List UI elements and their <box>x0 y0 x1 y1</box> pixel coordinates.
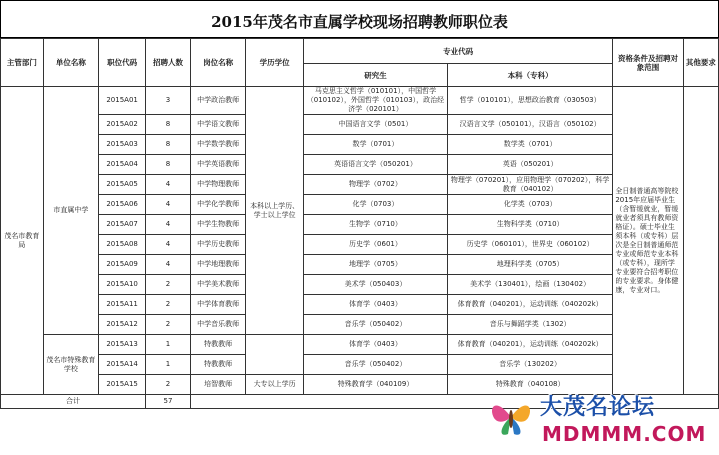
table-row <box>1 175 719 195</box>
ug-major-cell: 历史学（060101），世界史（060102） <box>447 235 612 255</box>
code-cell: 2015A15 <box>99 375 146 395</box>
count-cell: 8 <box>146 155 191 175</box>
ug-major-cell: 物理学（070201），应用物理学（070202），科学教育（040102） <box>447 175 612 195</box>
grad-major-cell: 生物学（0710） <box>303 215 447 235</box>
position-cell: 特教教师 <box>190 335 245 355</box>
code-cell: 2015A01 <box>99 87 146 115</box>
total-value: 57 <box>146 395 191 409</box>
count-cell: 3 <box>146 87 191 115</box>
table-row <box>1 275 719 295</box>
count-cell: 2 <box>146 275 191 295</box>
code-cell: 2015A12 <box>99 315 146 335</box>
grad-major-cell: 体育学（0403） <box>303 295 447 315</box>
table-row <box>1 295 719 315</box>
ug-major-cell: 哲学（010101），思想政治教育（030503） <box>447 87 612 115</box>
count-cell: 4 <box>146 195 191 215</box>
code-cell: 2015A13 <box>99 335 146 355</box>
position-cell: 特教教师 <box>190 355 245 375</box>
code-cell: 2015A04 <box>99 155 146 175</box>
table-row <box>1 235 719 255</box>
code-cell: 2015A06 <box>99 195 146 215</box>
code-cell: 2015A09 <box>99 255 146 275</box>
count-cell: 2 <box>146 295 191 315</box>
forum-watermark <box>478 386 718 455</box>
count-cell: 4 <box>146 215 191 235</box>
code-cell: 2015A10 <box>99 275 146 295</box>
other-cell <box>683 87 718 395</box>
position-cell: 中学体育教师 <box>190 295 245 315</box>
header-dept: 主管部门 <box>1 39 44 87</box>
table-row <box>1 135 719 155</box>
position-cell: 中学数学教师 <box>190 135 245 155</box>
degree-cell <box>246 335 304 375</box>
grad-major-cell: 英语语言文学（050201） <box>303 155 447 175</box>
header-position: 岗位名称 <box>190 39 245 87</box>
count-cell: 8 <box>146 115 191 135</box>
count-cell: 2 <box>146 375 191 395</box>
grad-major-cell: 体育学（0403） <box>303 335 447 355</box>
degree-cell: 本科以上学历、学士以上学位 <box>246 87 304 335</box>
ug-major-cell: 音乐学（130202） <box>447 355 612 375</box>
table-row <box>1 255 719 275</box>
table-row <box>1 315 719 335</box>
position-cell: 中学政治教师 <box>190 87 245 115</box>
ug-major-cell: 体育教育（040201），运动训练（040202k） <box>447 295 612 315</box>
position-cell: 中学地理教师 <box>190 255 245 275</box>
grad-major-cell: 中国语言文学（0501） <box>303 115 447 135</box>
position-cell: 中学化学教师 <box>190 195 245 215</box>
ug-major-cell: 美术学（130401），绘画（130402） <box>447 275 612 295</box>
unit-cell: 茂名市特殊教育学校 <box>43 335 98 395</box>
grad-major-cell: 特殊教育学（040109） <box>303 375 447 395</box>
ug-major-cell: 化学类（0703） <box>447 195 612 215</box>
total-label: 合计 <box>1 395 146 409</box>
grad-major-cell: 美术学（050403） <box>303 275 447 295</box>
grad-major-cell: 地理学（0705） <box>303 255 447 275</box>
table-row <box>1 87 719 115</box>
code-cell: 2015A03 <box>99 135 146 155</box>
ug-major-cell: 地理科学类（0705） <box>447 255 612 275</box>
watermark-cn-text: 大茂名论坛 <box>540 395 656 420</box>
recruitment-table <box>0 38 719 409</box>
position-cell: 中学物理教师 <box>190 175 245 195</box>
header-code: 职位代码 <box>99 39 146 87</box>
dept-cell: 茂名市教育局 <box>1 87 44 395</box>
degree-cell: 大专以上学历 <box>246 375 304 395</box>
ug-major-cell: 汉语言文学（050101），汉语言（050102） <box>447 115 612 135</box>
code-cell: 2015A05 <box>99 175 146 195</box>
code-cell: 2015A07 <box>99 215 146 235</box>
grad-major-cell: 历史学（0601） <box>303 235 447 255</box>
ug-major-cell: 数学类（0701） <box>447 135 612 155</box>
table-row <box>1 115 719 135</box>
header-major: 专业代码 <box>303 39 612 64</box>
code-cell: 2015A11 <box>99 295 146 315</box>
table-row <box>1 355 719 375</box>
ug-major-cell: 特殊教育（040108） <box>447 375 612 395</box>
grad-major-cell: 音乐学（050402） <box>303 355 447 375</box>
grad-major-cell: 数学（0701） <box>303 135 447 155</box>
grad-major-cell: 马克思主义哲学（010101），中国哲学（010102），外国哲学（010103），政治经济学（020101） <box>303 87 447 115</box>
header-graduate: 研究生 <box>303 64 447 87</box>
page-title: 2015年茂名市直属学校现场招聘教师职位表 <box>211 13 508 31</box>
ug-major-cell: 体育教育（040201），运动训练（040202k） <box>447 335 612 355</box>
count-cell: 1 <box>146 355 191 375</box>
count-cell: 2 <box>146 315 191 335</box>
position-cell: 中学美术教师 <box>190 275 245 295</box>
header-count: 招聘人数 <box>146 39 191 87</box>
butterfly-logo-icon <box>486 392 536 442</box>
qualification-cell: 全日制普通高等院校2015年应届毕业生（含暂缓就业，暂缓就业者须具有教师资格证）。硕士毕业生须本科（或专科）层次是全日制普通师范专业或师范专业本科（或专科），现所学专业要符合招考职位的专业要求。身体健康，专业对口。 <box>613 87 683 395</box>
count-cell: 4 <box>146 175 191 195</box>
table-row <box>1 215 719 235</box>
position-cell: 中学历史教师 <box>190 235 245 255</box>
ug-major-cell: 生物科学类（0710） <box>447 215 612 235</box>
table-row <box>1 335 719 355</box>
count-cell: 4 <box>146 235 191 255</box>
code-cell: 2015A08 <box>99 235 146 255</box>
position-cell: 培智教师 <box>190 375 245 395</box>
position-cell: 中学音乐教师 <box>190 315 245 335</box>
code-cell: 2015A02 <box>99 115 146 135</box>
watermark-en-text: MDMMM.COM <box>542 422 707 446</box>
header-unit: 单位名称 <box>43 39 98 87</box>
header-undergraduate: 本科（专科） <box>447 64 612 87</box>
code-cell: 2015A14 <box>99 355 146 375</box>
count-cell: 8 <box>146 135 191 155</box>
title-band <box>0 0 719 38</box>
position-cell: 中学语文教师 <box>190 115 245 135</box>
ug-major-cell: 英语（050201） <box>447 155 612 175</box>
grad-major-cell: 音乐学（050402） <box>303 315 447 335</box>
table-row <box>1 195 719 215</box>
grad-major-cell: 物理学（0702） <box>303 175 447 195</box>
header-qualification: 资格条件及招聘对象范围 <box>613 39 683 87</box>
table-row <box>1 155 719 175</box>
unit-cell: 市直属中学 <box>43 87 98 335</box>
position-cell: 中学英语教师 <box>190 155 245 175</box>
ug-major-cell: 音乐与舞蹈学类（1302） <box>447 315 612 335</box>
header-degree: 学历学位 <box>246 39 304 87</box>
grad-major-cell: 化学（0703） <box>303 195 447 215</box>
count-cell: 4 <box>146 255 191 275</box>
count-cell: 1 <box>146 335 191 355</box>
position-cell: 中学生物教师 <box>190 215 245 235</box>
header-other: 其他要求 <box>683 39 718 87</box>
